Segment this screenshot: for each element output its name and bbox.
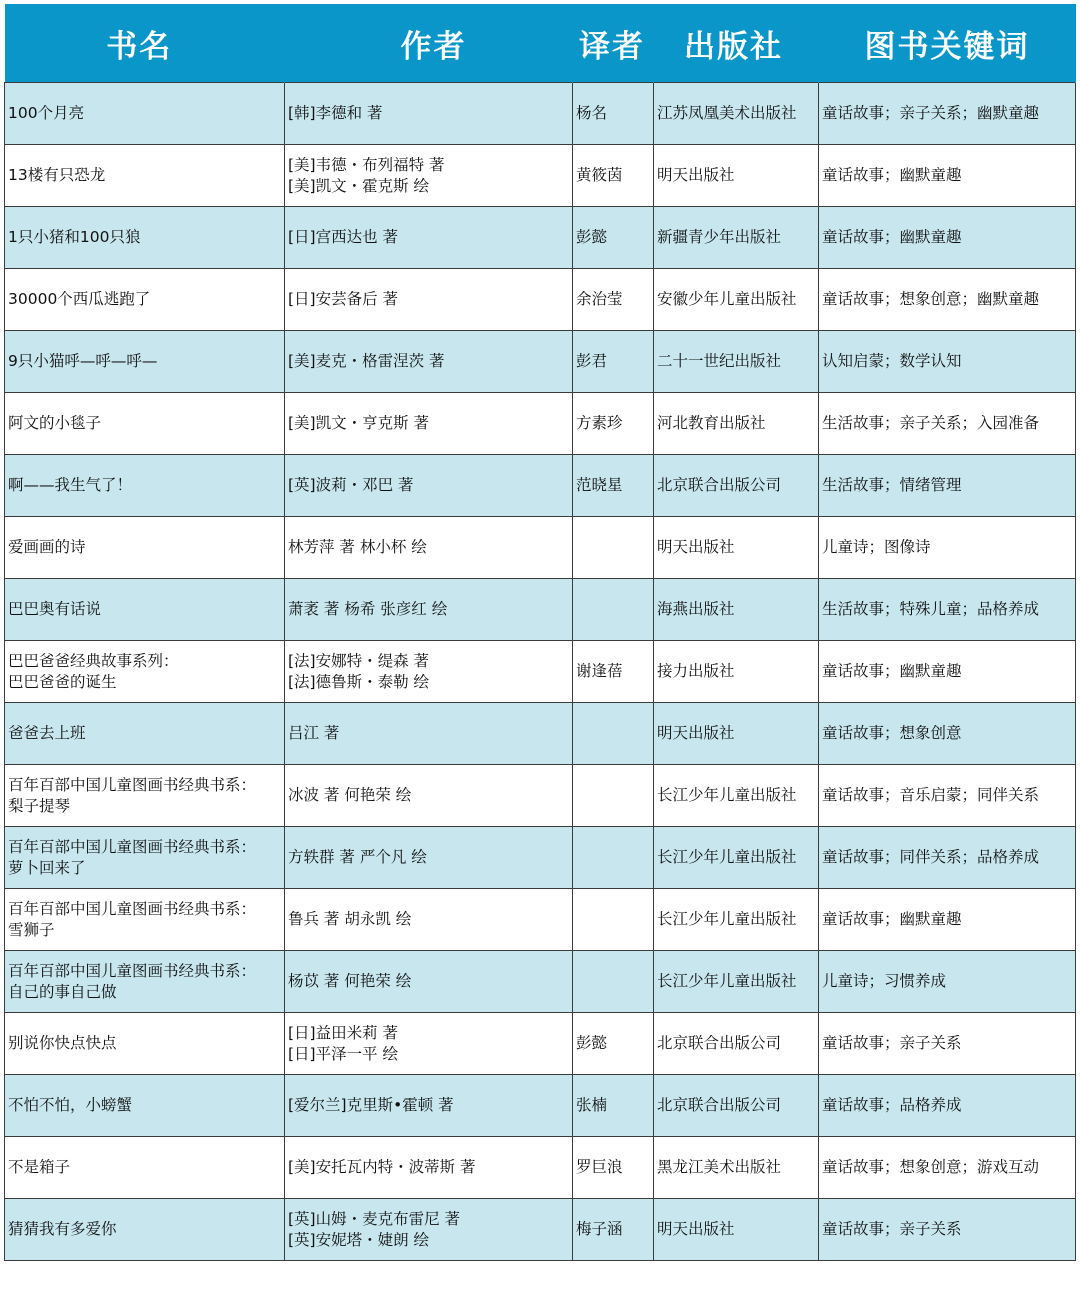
- cell-keywords: 童话故事；幽默童趣: [819, 207, 1076, 269]
- cell-author-line: [英]波莉・邓巴 著: [288, 476, 414, 494]
- cell-title: [5, 331, 285, 393]
- cell-publisher: 明天出版社: [654, 703, 819, 765]
- cell-title: [5, 393, 285, 455]
- cell-translator: 彭懿: [573, 1013, 654, 1075]
- cell-translator: 罗巨浪: [573, 1137, 654, 1199]
- cell-title: [5, 517, 285, 579]
- cell-title-line: 梨子提琴: [8, 796, 71, 815]
- cell-title: [5, 579, 285, 641]
- cell-author: [285, 393, 573, 455]
- header-author: 作者: [285, 4, 573, 83]
- table-row: [5, 1013, 1076, 1075]
- cell-author-line: 林芳萍 著 林小杯 绘: [288, 538, 427, 556]
- cell-keywords: 童话故事；亲子关系: [819, 1199, 1076, 1261]
- cell-publisher: 安徽少年儿童出版社: [654, 269, 819, 331]
- table-row: [5, 455, 1076, 517]
- cell-author: [285, 641, 573, 703]
- cell-translator: 梅子涵: [573, 1199, 654, 1261]
- cell-title-line: 不是箱子: [8, 1158, 71, 1176]
- cell-author: [285, 145, 573, 207]
- cell-author-line: 萧袤 著 杨希 张彦红 绘: [288, 600, 448, 618]
- cell-title-line: 不怕不怕，小螃蟹: [8, 1096, 133, 1114]
- cell-title-line: 9只小猫呼—呼—呼—: [8, 352, 158, 370]
- cell-author-line: [日]益田米莉 著: [288, 1023, 399, 1042]
- cell-translator: [573, 827, 654, 889]
- cell-author: [285, 765, 573, 827]
- cell-title-line: 巴巴奥有话说: [8, 600, 102, 618]
- cell-author-line: [法]安娜特・缇森 著: [288, 651, 430, 670]
- cell-publisher: 北京联合出版公司: [654, 1075, 819, 1137]
- cell-publisher: 长江少年儿童出版社: [654, 765, 819, 827]
- cell-title: [5, 269, 285, 331]
- table-row: [5, 83, 1076, 145]
- cell-author-line: [美]韦德・布列福特 著: [288, 155, 445, 174]
- cell-author: [285, 269, 573, 331]
- cell-author: [285, 827, 573, 889]
- cell-author: [285, 1075, 573, 1137]
- table-body: [5, 83, 1076, 1261]
- cell-author-line: [美]安托瓦内特・波蒂斯 著: [288, 1158, 476, 1176]
- cell-translator: [573, 517, 654, 579]
- cell-author: [285, 83, 573, 145]
- cell-publisher: 二十一世纪出版社: [654, 331, 819, 393]
- cell-author-line: 吕江 著: [288, 724, 340, 742]
- header-title: 书名: [5, 4, 285, 83]
- cell-translator: 黄筱茵: [573, 145, 654, 207]
- cell-translator: 彭君: [573, 331, 654, 393]
- cell-publisher: 明天出版社: [654, 1199, 819, 1261]
- table-row: [5, 889, 1076, 951]
- cell-title: [5, 1075, 285, 1137]
- cell-title-line: 百年百部中国儿童图画书经典书系：: [8, 961, 257, 980]
- cell-publisher: 接力出版社: [654, 641, 819, 703]
- cell-title: [5, 703, 285, 765]
- cell-title-line: 30000个西瓜逃跑了: [8, 290, 151, 308]
- cell-title: [5, 83, 285, 145]
- cell-author: [285, 951, 573, 1013]
- cell-title: [5, 207, 285, 269]
- cell-author: [285, 889, 573, 951]
- cell-title: [5, 641, 285, 703]
- cell-keywords: 生活故事；特殊儿童；品格养成: [819, 579, 1076, 641]
- table-header: [5, 4, 1076, 83]
- cell-translator: 余治莹: [573, 269, 654, 331]
- cell-author: [285, 579, 573, 641]
- cell-author: [285, 1199, 573, 1261]
- cell-title-line: 猜猜我有多爱你: [8, 1220, 117, 1238]
- cell-translator: 范晓星: [573, 455, 654, 517]
- cell-title: [5, 455, 285, 517]
- cell-keywords: 童话故事；品格养成: [819, 1075, 1076, 1137]
- header-publisher: 出版社: [654, 4, 819, 83]
- cell-author: [285, 517, 573, 579]
- table-row: [5, 393, 1076, 455]
- header-row: [5, 4, 1076, 83]
- cell-title-line: 别说你快点快点: [8, 1034, 117, 1052]
- cell-author: [285, 207, 573, 269]
- cell-title-line: 自己的事自己做: [8, 982, 117, 1001]
- table-row: [5, 331, 1076, 393]
- cell-publisher: 北京联合出版公司: [654, 1013, 819, 1075]
- cell-keywords: 童话故事；想象创意；幽默童趣: [819, 269, 1076, 331]
- cell-translator: 张楠: [573, 1075, 654, 1137]
- cell-author-line: 杨苡 著 何艳荣 绘: [288, 972, 412, 990]
- cell-title: [5, 889, 285, 951]
- cell-title-line: 爱画画的诗: [8, 538, 86, 556]
- cell-title-line: 阿文的小毯子: [8, 414, 102, 432]
- table-row: [5, 517, 1076, 579]
- table-row: [5, 1199, 1076, 1261]
- cell-author-line: 方轶群 著 严个凡 绘: [288, 848, 427, 866]
- cell-title-line: 啊——我生气了！: [8, 476, 133, 494]
- cell-publisher: 北京联合出版公司: [654, 455, 819, 517]
- cell-author-line: [日]平泽一平 绘: [288, 1044, 399, 1063]
- table-row: [5, 269, 1076, 331]
- table-row: [5, 145, 1076, 207]
- cell-publisher: 河北教育出版社: [654, 393, 819, 455]
- cell-publisher: 明天出版社: [654, 517, 819, 579]
- cell-title-line: 100个月亮: [8, 104, 85, 122]
- cell-keywords: 生活故事；情绪管理: [819, 455, 1076, 517]
- book-list-table: [4, 4, 1076, 1261]
- cell-title-line: 巴巴爸爸的诞生: [8, 672, 117, 691]
- cell-keywords: 认知启蒙；数学认知: [819, 331, 1076, 393]
- cell-keywords: 童话故事；幽默童趣: [819, 145, 1076, 207]
- cell-publisher: 长江少年儿童出版社: [654, 889, 819, 951]
- cell-keywords: 儿童诗；图像诗: [819, 517, 1076, 579]
- cell-title-line: 萝卜回来了: [8, 858, 86, 877]
- table-row: [5, 207, 1076, 269]
- cell-title-line: 爸爸去上班: [8, 724, 86, 742]
- cell-translator: [573, 889, 654, 951]
- cell-publisher: 江苏凤凰美术出版社: [654, 83, 819, 145]
- cell-keywords: 童话故事；亲子关系: [819, 1013, 1076, 1075]
- cell-author-line: [爱尔兰]克里斯•霍顿 著: [288, 1096, 454, 1114]
- cell-title-line: 1只小猪和100只狼: [8, 228, 141, 246]
- cell-publisher: 新疆青少年出版社: [654, 207, 819, 269]
- cell-keywords: 童话故事；音乐启蒙；同伴关系: [819, 765, 1076, 827]
- header-translator: 译者: [573, 4, 654, 83]
- cell-translator: [573, 765, 654, 827]
- cell-author: [285, 703, 573, 765]
- table-row: [5, 703, 1076, 765]
- cell-keywords: 童话故事；幽默童趣: [819, 641, 1076, 703]
- cell-title-line: 巴巴爸爸经典故事系列：: [8, 651, 179, 670]
- header-keywords: 图书关键词: [819, 4, 1076, 83]
- cell-author: [285, 1137, 573, 1199]
- cell-keywords: 童话故事；想象创意: [819, 703, 1076, 765]
- cell-keywords: 童话故事；亲子关系；幽默童趣: [819, 83, 1076, 145]
- table-row: [5, 1137, 1076, 1199]
- cell-title: [5, 1199, 285, 1261]
- cell-keywords: 童话故事；同伴关系；品格养成: [819, 827, 1076, 889]
- cell-author-line: [英]安妮塔・婕朗 绘: [288, 1230, 430, 1249]
- cell-translator: [573, 579, 654, 641]
- cell-title: [5, 1137, 285, 1199]
- cell-author-line: [法]德鲁斯・泰勒 绘: [288, 672, 430, 691]
- cell-translator: 彭懿: [573, 207, 654, 269]
- cell-publisher: 明天出版社: [654, 145, 819, 207]
- cell-keywords: 童话故事；幽默童趣: [819, 889, 1076, 951]
- cell-title: [5, 1013, 285, 1075]
- cell-title: [5, 827, 285, 889]
- cell-keywords: 童话故事；想象创意；游戏互动: [819, 1137, 1076, 1199]
- cell-author-line: [韩]李德和 著: [288, 104, 383, 122]
- cell-author-line: 鲁兵 著 胡永凯 绘: [288, 910, 412, 928]
- cell-publisher: 长江少年儿童出版社: [654, 951, 819, 1013]
- table-row: [5, 951, 1076, 1013]
- cell-title: [5, 765, 285, 827]
- cell-title: [5, 951, 285, 1013]
- cell-translator: 谢逢蓓: [573, 641, 654, 703]
- table-row: [5, 827, 1076, 889]
- cell-author-line: [英]山姆・麦克布雷尼 著: [288, 1209, 461, 1228]
- cell-author-line: [美]麦克・格雷涅茨 著: [288, 352, 445, 370]
- cell-translator: 方素珍: [573, 393, 654, 455]
- cell-publisher: 海燕出版社: [654, 579, 819, 641]
- cell-translator: [573, 951, 654, 1013]
- table-row: [5, 765, 1076, 827]
- cell-publisher: 黑龙江美术出版社: [654, 1137, 819, 1199]
- cell-title-line: 百年百部中国儿童图画书经典书系：: [8, 837, 257, 856]
- table-row: [5, 1075, 1076, 1137]
- cell-author-line: 冰波 著 何艳荣 绘: [288, 786, 412, 804]
- cell-author: [285, 455, 573, 517]
- cell-title-line: 13楼有只恐龙: [8, 166, 106, 184]
- cell-title-line: 百年百部中国儿童图画书经典书系：: [8, 899, 257, 918]
- cell-translator: [573, 703, 654, 765]
- cell-author-line: [日]安芸备后 著: [288, 290, 399, 308]
- cell-author-line: [美]凯文・亨克斯 著: [288, 414, 430, 432]
- table-row: [5, 579, 1076, 641]
- cell-publisher: 长江少年儿童出版社: [654, 827, 819, 889]
- cell-keywords: 儿童诗；习惯养成: [819, 951, 1076, 1013]
- cell-title: [5, 145, 285, 207]
- cell-author-line: [美]凯文・霍克斯 绘: [288, 176, 430, 195]
- cell-title-line: 雪狮子: [8, 920, 55, 939]
- cell-keywords: 生活故事；亲子关系；入园准备: [819, 393, 1076, 455]
- cell-author: [285, 331, 573, 393]
- table-row: [5, 641, 1076, 703]
- cell-translator: 杨名: [573, 83, 654, 145]
- cell-title-line: 百年百部中国儿童图画书经典书系：: [8, 775, 257, 794]
- cell-author-line: [日]宫西达也 著: [288, 228, 399, 246]
- cell-author: [285, 1013, 573, 1075]
